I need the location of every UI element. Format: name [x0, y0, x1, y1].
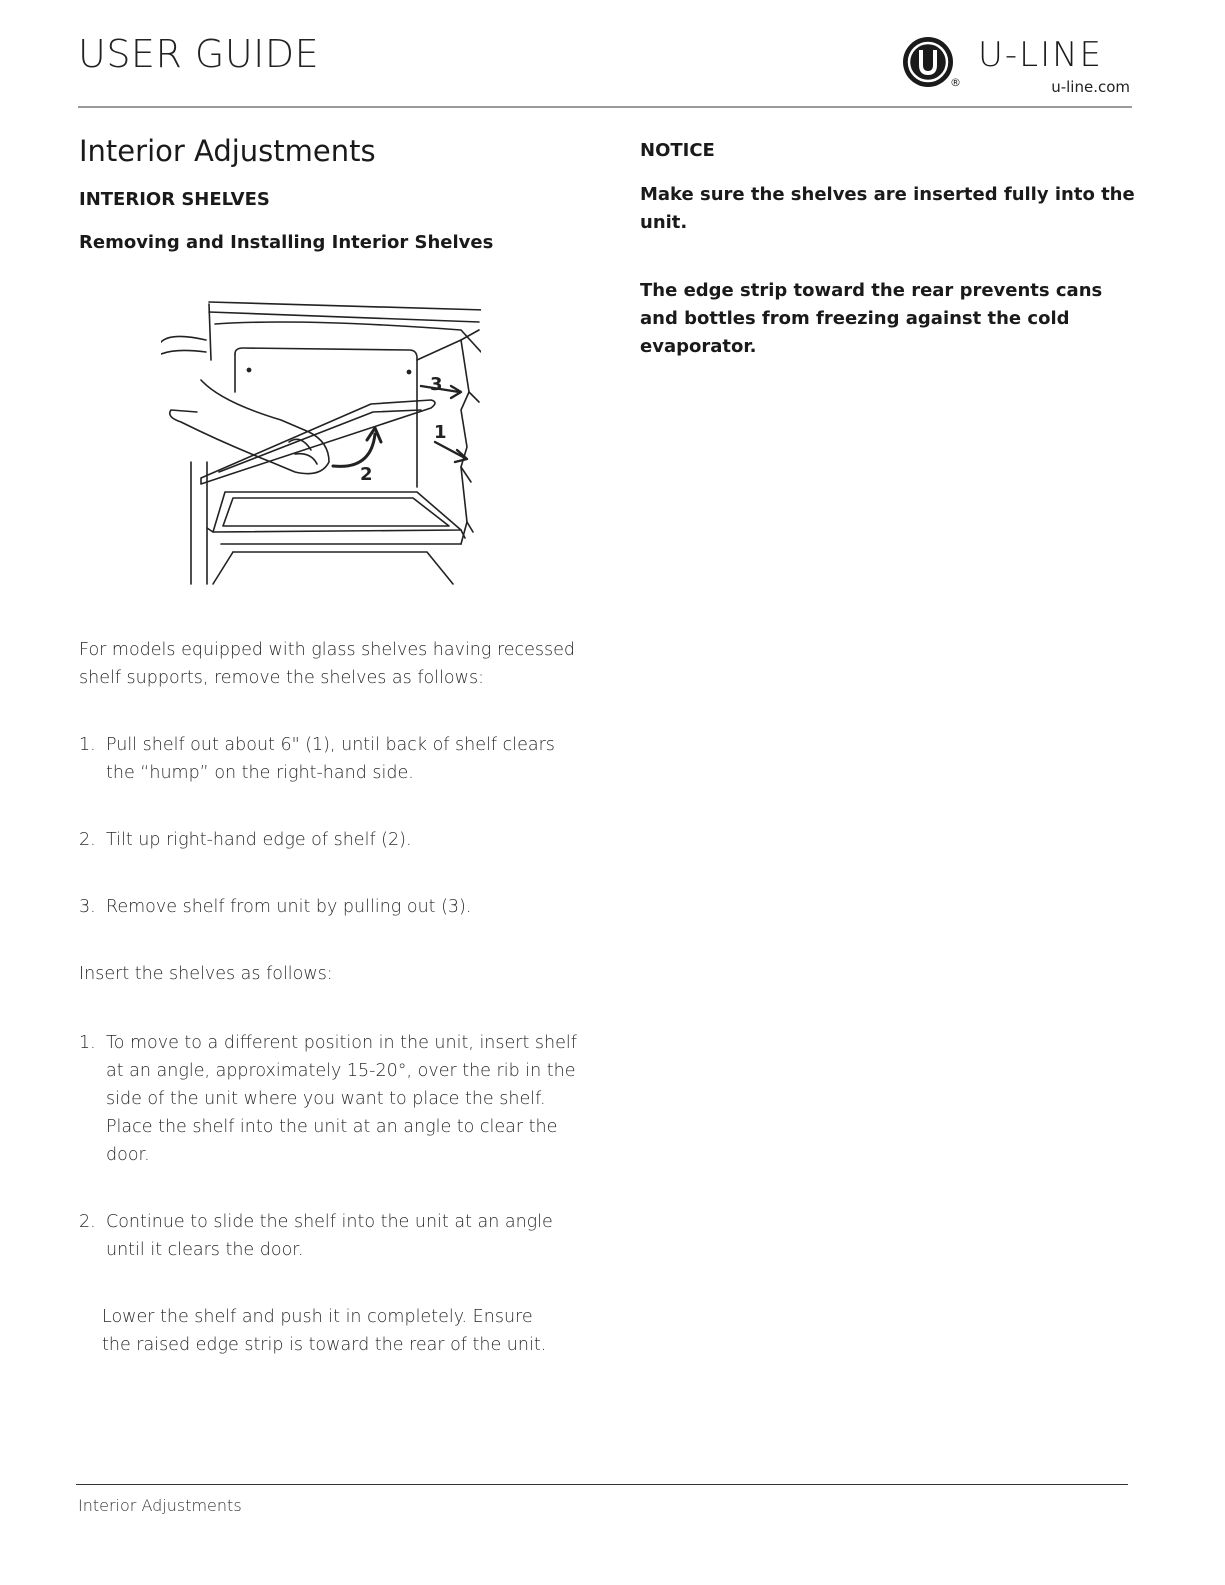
- footer-section-label: Interior Adjustments: [78, 1496, 242, 1515]
- list-item: [79, 826, 579, 854]
- list-item: [79, 1208, 579, 1264]
- final-note: Lower the shelf and push it in completely. Ensure the raised edge strip is toward the rear of the unit.: [102, 1306, 547, 1355]
- step-number: 2.: [79, 1211, 96, 1232]
- step-number: 1.: [79, 1032, 96, 1053]
- section-heading: Interior Adjustments: [79, 134, 376, 168]
- list-item: [79, 893, 579, 921]
- notice-text-2: The edge strip toward the rear prevents cans and bottles from freezing against the cold evaporator.: [640, 280, 1103, 357]
- subheading: INTERIOR SHELVES: [79, 188, 270, 210]
- page-header-title: USER GUIDE: [78, 32, 320, 76]
- left-column: [79, 134, 579, 1359]
- step-text: To move to a different position in the unit, insert shelf at an angle, approximately 15-20°, over the rib in the side of the unit where you want to place the shelf. Place the shelf into the unit at an angle to clear the door.: [106, 1032, 577, 1165]
- intro-paragraph: For models equipped with glass shelves having recessed shelf supports, remove the shelves as follows:: [79, 639, 576, 688]
- insert-intro: Insert the shelves as follows:: [79, 963, 333, 984]
- shelf-illustration: [79, 282, 579, 602]
- step-number: 1.: [79, 734, 96, 755]
- step-text: Pull shelf out about 6" (1), until back of shelf clears the “hump” on the right-hand side.: [106, 734, 555, 783]
- shelf-removal-diagram: [161, 282, 481, 602]
- header-divider: [78, 106, 1132, 108]
- step-number: 2.: [79, 829, 96, 850]
- brand-url: u-line.com: [1051, 78, 1130, 96]
- step-text: Tilt up right-hand edge of shelf (2).: [106, 829, 412, 850]
- registered-mark: ®: [950, 76, 961, 89]
- step-number: 3.: [79, 896, 96, 917]
- figure-label-step-1: 1: [434, 421, 447, 443]
- step-text: Remove shelf from unit by pulling out (3).: [106, 896, 472, 917]
- right-column: [640, 140, 1140, 361]
- notice-heading: NOTICE: [640, 140, 715, 161]
- figure-label-step-2: 2: [360, 463, 373, 485]
- notice-text-1: Make sure the shelves are inserted fully into the unit.: [640, 184, 1135, 233]
- footer-divider: [76, 1484, 1128, 1485]
- brand-logo: [900, 34, 1132, 96]
- list-item: [79, 1029, 579, 1169]
- subsubheading: Removing and Installing Interior Shelves: [79, 232, 494, 254]
- figure-label-step-3: 3: [430, 373, 443, 395]
- step-text: Continue to slide the shelf into the unit at an angle until it clears the door.: [106, 1211, 553, 1260]
- insert-steps-list: [79, 1029, 579, 1264]
- u-line-logo-icon: [902, 36, 954, 88]
- list-item: [79, 731, 579, 787]
- brand-wordmark: U-LINE: [978, 35, 1104, 75]
- remove-steps-list: [79, 731, 579, 921]
